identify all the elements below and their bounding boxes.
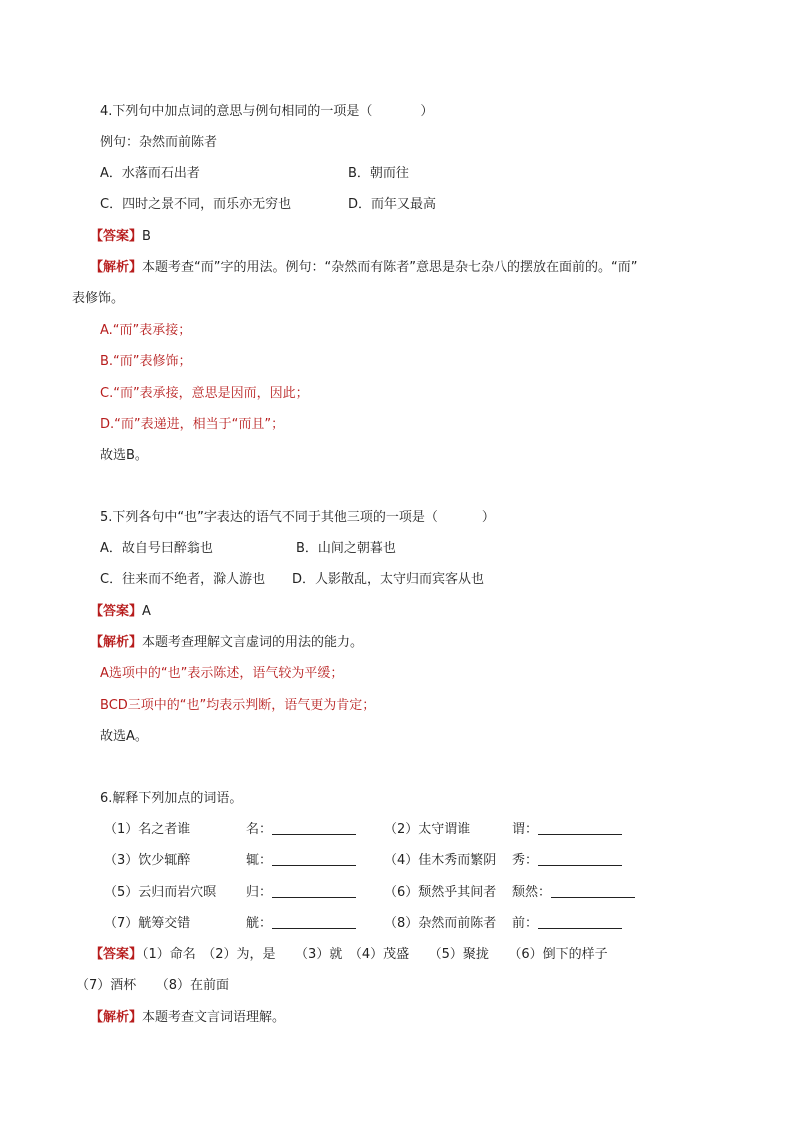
q6-item-3-word-text: 辄： (246, 853, 273, 868)
q4-option-a: A．水落而石出者 (100, 166, 200, 181)
q6-item-7-word-text: 觥： (246, 916, 273, 931)
q6-item-5-word (246, 884, 356, 902)
q5-answer (90, 603, 151, 621)
q6-item-5-sentence: （5）云归而岩穴暝 (104, 885, 217, 900)
q6-item-4-word-text: 秀： (512, 853, 539, 868)
analysis-tag: 【解析】 (90, 260, 143, 275)
q4-answer-value: B (142, 229, 151, 244)
q6-item-1-word (246, 821, 356, 839)
q4-example: 例句：杂然而前陈者 (100, 135, 218, 150)
q5-option-d: D．人影散乱，太守归而宾客从也 (292, 572, 485, 587)
q6-analysis (90, 1009, 285, 1027)
analysis-tag: 【解析】 (90, 1010, 143, 1025)
answer-blank (538, 821, 622, 835)
q4-paren-open: （ (359, 104, 373, 119)
q4-explain-b: B.“而”表修饰； (100, 354, 192, 369)
q4-analysis-cont: 表修饰。 (72, 291, 125, 306)
q4-analysis (90, 259, 637, 277)
q6-item-8-sentence: （8）杂然而前陈者 (384, 916, 497, 931)
q4-explain-d: D.“而”表递进，相当于“而且”； (100, 417, 285, 432)
q6-item-6-sentence: （6）颓然乎其间者 (384, 885, 497, 900)
q5-explain-1: A选项中的“也”表示陈述，语气较为平缓； (100, 666, 344, 681)
answer-tag: 【答案】 (90, 229, 143, 244)
q5-stem-text: 5.下列各句中“也”字表达的语气不同于其他三项的一项是 (100, 510, 425, 525)
analysis-tag: 【解析】 (90, 635, 143, 650)
q6-item-1-sentence: （1）名之者谁 (104, 822, 191, 837)
answer-blank (538, 852, 622, 866)
q5-option-c: C．往来而不绝者，滁人游也 (100, 572, 266, 587)
q6-item-5-word-text: 归： (246, 885, 273, 900)
q4-conclusion: 故选B。 (100, 448, 148, 463)
q6-item-2-word-text: 谓： (512, 822, 539, 837)
q5-analysis (90, 634, 363, 652)
q6-item-8-word (512, 915, 622, 933)
q4-option-b: B．朝而往 (348, 166, 409, 181)
q4-option-c: C．四时之景不同，而乐亦无穷也 (100, 197, 292, 212)
q5-option-a: A．故自号曰醉翁也 (100, 541, 213, 556)
q6-item-4-sentence: （4）佳木秀而繁阴 (384, 853, 497, 868)
q5-explain-2: BCD三项中的“也”均表示判断，语气更为肯定； (100, 698, 376, 713)
q5-option-b: B．山间之朝暮也 (296, 541, 396, 556)
q6-item-2-word (512, 821, 622, 839)
answer-blank (272, 852, 356, 866)
q6-answer-cont: （7）酒杯 （8）在前面 (76, 978, 230, 993)
answer-blank (272, 915, 356, 929)
q6-analysis-text: 本题考查文言词语理解。 (142, 1010, 286, 1025)
q4-analysis-text: 本题考查“而”字的用法。例句：“杂然而有陈者”意思是杂七杂八的摆放在面前的。“而” (142, 260, 638, 275)
q4-stem (100, 103, 433, 121)
q6-stem: 6.解释下列加点的词语。 (100, 791, 243, 806)
q5-conclusion: 故选A。 (100, 729, 148, 744)
q6-item-8-word-text: 前： (512, 916, 539, 931)
q6-item-7-sentence: （7）觥筹交错 (104, 916, 191, 931)
q5-paren-open: （ (424, 510, 438, 525)
q5-paren-close: ） (481, 510, 495, 525)
q6-answer-value: （1）命名 （2）为，是 （3）就 （4）茂盛 （5）聚拢 （6）倒下的样子 (142, 947, 608, 962)
answer-tag: 【答案】 (90, 604, 143, 619)
q5-answer-value: A (142, 604, 151, 619)
q6-item-2-sentence: （2）太守谓谁 (384, 822, 471, 837)
q5-stem (100, 509, 495, 527)
answer-blank (272, 821, 356, 835)
q5-analysis-text: 本题考查理解文言虚词的用法的能力。 (142, 635, 364, 650)
q4-answer (90, 228, 151, 246)
answer-blank (272, 884, 356, 898)
answer-tag: 【答案】 (90, 947, 143, 962)
q6-item-3-sentence: （3）饮少辄醉 (104, 853, 191, 868)
answer-blank (551, 884, 635, 898)
q4-option-d: D．而年又最高 (348, 197, 437, 212)
q6-item-6-word-text: 颓然： (512, 885, 552, 900)
answer-blank (538, 915, 622, 929)
q4-stem-text: 4.下列句中加点词的意思与例句相同的一项是 (100, 104, 360, 119)
q6-answer (90, 946, 608, 964)
q6-item-1-word-text: 名： (246, 822, 273, 837)
q4-explain-a: A.“而”表承接； (100, 323, 192, 338)
q4-paren-close: ） (420, 104, 434, 119)
q4-explain-c: C.“而”表承接，意思是因而，因此； (100, 386, 309, 401)
q6-item-4-word (512, 852, 622, 870)
q6-item-6-word (512, 884, 635, 902)
q6-item-7-word (246, 915, 356, 933)
q6-item-3-word (246, 852, 356, 870)
